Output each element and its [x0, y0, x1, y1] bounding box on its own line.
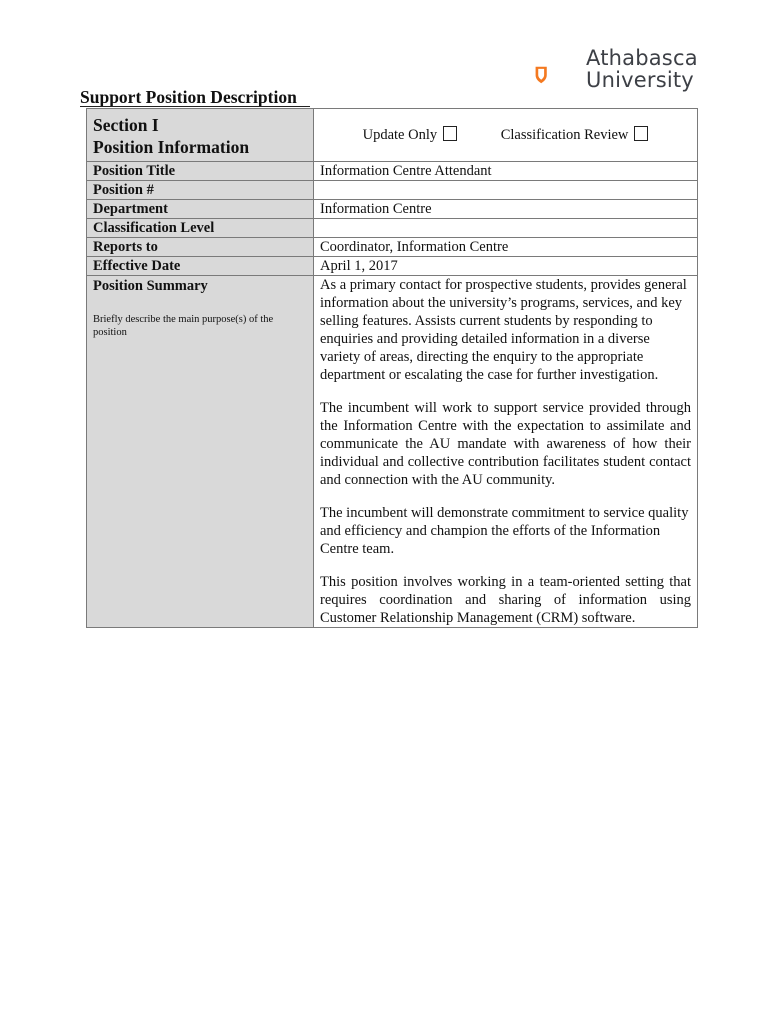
- reports-to-label: Reports to: [87, 238, 314, 257]
- position-summary-label: Position Summary: [93, 278, 208, 294]
- classification-review-label: Classification Review: [500, 127, 629, 143]
- logo-wordmark: [586, 47, 698, 91]
- department-label: Department: [87, 200, 314, 219]
- review-type-options: [314, 109, 698, 162]
- title-underline: [80, 106, 310, 107]
- position-number-value[interactable]: [314, 181, 698, 200]
- position-summary-cell: [87, 276, 314, 628]
- position-title-value[interactable]: Information Centre Attendant: [314, 162, 698, 181]
- section-header-row: [87, 109, 698, 162]
- summary-paragraph: The incumbent will work to support service provided through the Information Centre with the expectation to assimilate and communicate the AU mandate with awareness of how their individual and collective contribution facilitates student contact and connection with the AU community.: [320, 400, 691, 488]
- classification-level-label: Classification Level: [87, 219, 314, 238]
- section-heading: [87, 109, 314, 162]
- position-info-table: [86, 108, 698, 628]
- position-title-label: Position Title: [87, 162, 314, 181]
- shield-icon: [535, 45, 585, 105]
- table-row: [87, 238, 698, 257]
- table-row: [87, 219, 698, 238]
- update-only-checkbox[interactable]: [443, 126, 457, 141]
- position-summary-hint: Briefly describe the main purpose(s) of the position: [93, 314, 274, 338]
- logo-line-1: Athabasca: [586, 46, 698, 70]
- table-row: [87, 257, 698, 276]
- summary-paragraph: As a primary contact for prospective students, provides general information about the university’s programs, services, and key selling features. Assists current students by responding to enquiries and providing detailed information in a diverse variety of areas, directing the enquiry to the appropriate department or escalating the case for further investigation.: [320, 277, 687, 383]
- position-summary-text[interactable]: [314, 276, 698, 628]
- summary-paragraph: The incumbent will demonstrate commitment to service quality and efficiency and champion the efforts of the Information Centre team.: [320, 505, 689, 557]
- table-row: [87, 162, 698, 181]
- classification-level-value[interactable]: [314, 219, 698, 238]
- section-name: Position Information: [93, 137, 250, 157]
- section-number: Section I: [93, 115, 159, 135]
- summary-paragraph: This position involves working in a team-oriented setting that requires coordination and sharing of information using Customer Relationship Management (CRM) software.: [320, 574, 691, 626]
- logo-line-2: University: [586, 68, 694, 92]
- effective-date-value[interactable]: April 1, 2017: [314, 257, 698, 276]
- effective-date-label: Effective Date: [87, 257, 314, 276]
- position-number-label: Position #: [87, 181, 314, 200]
- document-title: Support Position Description: [80, 87, 297, 107]
- table-row: [87, 276, 698, 628]
- update-only-label: Update Only: [362, 127, 438, 143]
- classification-review-checkbox[interactable]: [634, 126, 648, 141]
- table-row: [87, 200, 698, 219]
- department-value[interactable]: Information Centre: [314, 200, 698, 219]
- reports-to-value[interactable]: Coordinator, Information Centre: [314, 238, 698, 257]
- table-row: [87, 181, 698, 200]
